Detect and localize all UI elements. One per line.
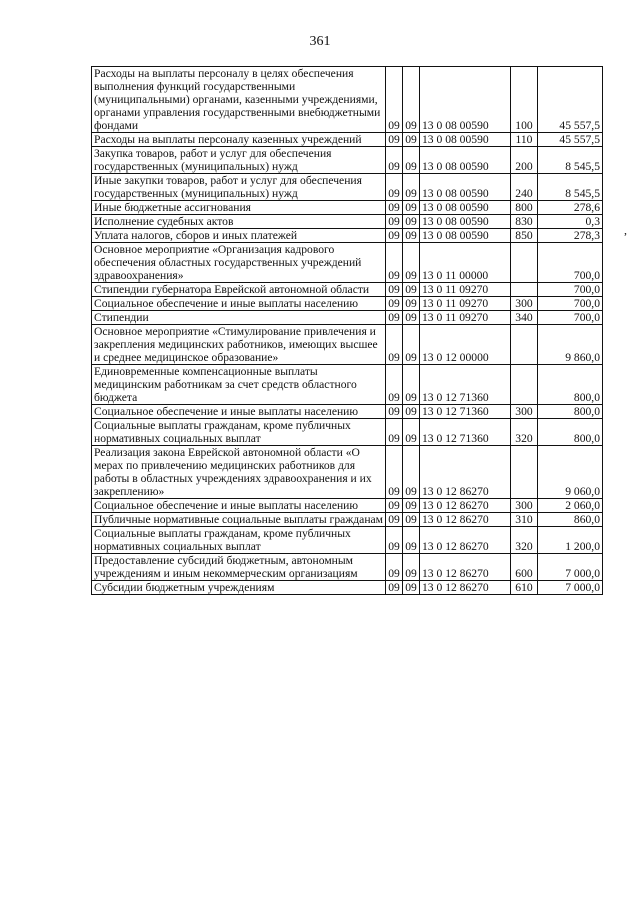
row-subsection-cell: 09 xyxy=(403,133,420,147)
row-expense-type-cell: 600 xyxy=(511,554,538,581)
row-amount-cell: 45 557,5 xyxy=(538,67,603,133)
row-expense-type-cell: 340 xyxy=(511,311,538,325)
table-row xyxy=(92,554,603,581)
table-row xyxy=(92,581,603,595)
row-amount-cell: 9 860,0 xyxy=(538,325,603,365)
row-target-article-cell: 13 0 08 00590 xyxy=(420,201,511,215)
row-subsection-cell: 09 xyxy=(403,311,420,325)
row-target-article-cell: 13 0 08 00590 xyxy=(420,215,511,229)
table-row xyxy=(92,419,603,446)
row-target-article-cell: 13 0 11 00000 xyxy=(420,243,511,283)
table-row xyxy=(92,243,603,283)
table-row xyxy=(92,147,603,174)
row-subsection-cell: 09 xyxy=(403,527,420,554)
row-amount-cell: 700,0 xyxy=(538,283,603,297)
row-section-cell: 09 xyxy=(386,581,403,595)
row-section-cell: 09 xyxy=(386,527,403,554)
row-section-cell: 09 xyxy=(386,174,403,201)
row-section-cell: 09 xyxy=(386,215,403,229)
row-target-article-cell: 13 0 08 00590 xyxy=(420,147,511,174)
row-name-cell: Субсидии бюджетным учреждениям xyxy=(92,581,386,595)
row-expense-type-cell: 320 xyxy=(511,527,538,554)
row-target-article-cell: 13 0 08 00590 xyxy=(420,67,511,133)
row-target-article-cell: 13 0 12 86270 xyxy=(420,513,511,527)
row-name-cell: Исполнение судебных актов xyxy=(92,215,386,229)
row-name-cell: Социальные выплаты гражданам, кроме публичных нормативных социальных выплат xyxy=(92,527,386,554)
row-name-cell: Иные бюджетные ассигнования xyxy=(92,201,386,215)
row-subsection-cell: 09 xyxy=(403,419,420,446)
row-section-cell: 09 xyxy=(386,133,403,147)
row-name-cell: Основное мероприятие «Организация кадрового обеспечения областных государственных учреждений здравоохранения» xyxy=(92,243,386,283)
row-target-article-cell: 13 0 12 86270 xyxy=(420,446,511,499)
row-subsection-cell: 09 xyxy=(403,201,420,215)
table-row xyxy=(92,405,603,419)
row-expense-type-cell xyxy=(511,243,538,283)
table-row xyxy=(92,229,603,243)
row-target-article-cell: 13 0 12 86270 xyxy=(420,499,511,513)
row-section-cell: 09 xyxy=(386,554,403,581)
row-amount-cell: 800,0 xyxy=(538,365,603,405)
row-expense-type-cell xyxy=(511,365,538,405)
row-name-cell: Расходы на выплаты персоналу в целях обеспечения выполнения функций государственными (муниципальными) органами, казенными учреждениями, органами управления государственными внебюджетными фондами xyxy=(92,67,386,133)
row-section-cell: 09 xyxy=(386,67,403,133)
row-amount-cell: 278,3 xyxy=(538,229,603,243)
budget-table-body xyxy=(92,67,603,595)
row-section-cell: 09 xyxy=(386,513,403,527)
row-subsection-cell: 09 xyxy=(403,297,420,311)
row-name-cell: Социальное обеспечение и иные выплаты населению xyxy=(92,405,386,419)
table-row xyxy=(92,133,603,147)
margin-mark: , xyxy=(624,223,627,237)
row-target-article-cell: 13 0 11 09270 xyxy=(420,297,511,311)
row-name-cell: Социальное обеспечение и иные выплаты населению xyxy=(92,499,386,513)
row-section-cell: 09 xyxy=(386,499,403,513)
row-expense-type-cell: 200 xyxy=(511,147,538,174)
row-amount-cell: 700,0 xyxy=(538,311,603,325)
row-subsection-cell: 09 xyxy=(403,243,420,283)
table-row xyxy=(92,513,603,527)
row-name-cell: Иные закупки товаров, работ и услуг для обеспечения государственных (муниципальных) нужд xyxy=(92,174,386,201)
budget-table xyxy=(91,66,603,595)
row-amount-cell: 800,0 xyxy=(538,405,603,419)
row-section-cell: 09 xyxy=(386,325,403,365)
row-section-cell: 09 xyxy=(386,243,403,283)
row-target-article-cell: 13 0 12 00000 xyxy=(420,325,511,365)
row-expense-type-cell: 310 xyxy=(511,513,538,527)
row-expense-type-cell: 100 xyxy=(511,67,538,133)
row-amount-cell: 9 060,0 xyxy=(538,446,603,499)
row-expense-type-cell xyxy=(511,325,538,365)
row-target-article-cell: 13 0 08 00590 xyxy=(420,133,511,147)
row-subsection-cell: 09 xyxy=(403,554,420,581)
row-expense-type-cell xyxy=(511,446,538,499)
row-amount-cell: 700,0 xyxy=(538,243,603,283)
row-target-article-cell: 13 0 12 71360 xyxy=(420,365,511,405)
row-target-article-cell: 13 0 11 09270 xyxy=(420,283,511,297)
row-target-article-cell: 13 0 12 86270 xyxy=(420,527,511,554)
row-amount-cell: 45 557,5 xyxy=(538,133,603,147)
row-target-article-cell: 13 0 12 71360 xyxy=(420,419,511,446)
row-name-cell: Расходы на выплаты персоналу казенных учреждений xyxy=(92,133,386,147)
row-subsection-cell: 09 xyxy=(403,147,420,174)
row-amount-cell: 7 000,0 xyxy=(538,554,603,581)
row-target-article-cell: 13 0 12 86270 xyxy=(420,581,511,595)
table-row xyxy=(92,297,603,311)
row-amount-cell: 800,0 xyxy=(538,419,603,446)
table-row xyxy=(92,325,603,365)
row-subsection-cell: 09 xyxy=(403,581,420,595)
table-row xyxy=(92,527,603,554)
row-amount-cell: 8 545,5 xyxy=(538,174,603,201)
row-amount-cell: 1 200,0 xyxy=(538,527,603,554)
row-target-article-cell: 13 0 12 71360 xyxy=(420,405,511,419)
row-expense-type-cell: 300 xyxy=(511,405,538,419)
row-section-cell: 09 xyxy=(386,405,403,419)
table-row xyxy=(92,283,603,297)
row-target-article-cell: 13 0 11 09270 xyxy=(420,311,511,325)
row-expense-type-cell: 610 xyxy=(511,581,538,595)
row-expense-type-cell: 240 xyxy=(511,174,538,201)
table-row xyxy=(92,67,603,133)
table-row xyxy=(92,446,603,499)
row-amount-cell: 860,0 xyxy=(538,513,603,527)
row-amount-cell: 278,6 xyxy=(538,201,603,215)
row-expense-type-cell: 800 xyxy=(511,201,538,215)
row-name-cell: Социальное обеспечение и иные выплаты населению xyxy=(92,297,386,311)
row-section-cell: 09 xyxy=(386,147,403,174)
row-name-cell: Социальные выплаты гражданам, кроме публичных нормативных социальных выплат xyxy=(92,419,386,446)
row-name-cell: Стипендии xyxy=(92,311,386,325)
table-row xyxy=(92,499,603,513)
row-section-cell: 09 xyxy=(386,311,403,325)
row-target-article-cell: 13 0 12 86270 xyxy=(420,554,511,581)
row-subsection-cell: 09 xyxy=(403,215,420,229)
row-expense-type-cell xyxy=(511,283,538,297)
table-row xyxy=(92,311,603,325)
row-subsection-cell: 09 xyxy=(403,67,420,133)
table-row xyxy=(92,174,603,201)
row-name-cell: Предоставление субсидий бюджетным, автономным учреждениям и иным некоммерческим организациям xyxy=(92,554,386,581)
row-name-cell: Единовременные компенсационные выплаты медицинским работникам за счет средств областного бюджета xyxy=(92,365,386,405)
row-amount-cell: 700,0 xyxy=(538,297,603,311)
row-subsection-cell: 09 xyxy=(403,229,420,243)
row-subsection-cell: 09 xyxy=(403,365,420,405)
row-subsection-cell: 09 xyxy=(403,174,420,201)
row-section-cell: 09 xyxy=(386,201,403,215)
row-subsection-cell: 09 xyxy=(403,499,420,513)
row-name-cell: Стипендии губернатора Еврейской автономной области xyxy=(92,283,386,297)
row-name-cell: Публичные нормативные социальные выплаты гражданам xyxy=(92,513,386,527)
table-row xyxy=(92,215,603,229)
row-subsection-cell: 09 xyxy=(403,283,420,297)
page-number: 361 xyxy=(309,34,331,49)
row-name-cell: Основное мероприятие «Стимулирование привлечения и закрепления медицинских работников, имеющих высшее и среднее медицинское образование» xyxy=(92,325,386,365)
row-section-cell: 09 xyxy=(386,446,403,499)
row-amount-cell: 2 060,0 xyxy=(538,499,603,513)
row-expense-type-cell: 320 xyxy=(511,419,538,446)
row-name-cell: Закупка товаров, работ и услуг для обеспечения государственных (муниципальных) нужд xyxy=(92,147,386,174)
row-subsection-cell: 09 xyxy=(403,405,420,419)
table-row xyxy=(92,365,603,405)
row-subsection-cell: 09 xyxy=(403,446,420,499)
row-expense-type-cell: 300 xyxy=(511,499,538,513)
row-target-article-cell: 13 0 08 00590 xyxy=(420,229,511,243)
table-row xyxy=(92,201,603,215)
row-subsection-cell: 09 xyxy=(403,513,420,527)
row-amount-cell: 0,3 xyxy=(538,215,603,229)
row-expense-type-cell: 830 xyxy=(511,215,538,229)
row-section-cell: 09 xyxy=(386,365,403,405)
row-amount-cell: 7 000,0 xyxy=(538,581,603,595)
row-name-cell: Уплата налогов, сборов и иных платежей xyxy=(92,229,386,243)
row-section-cell: 09 xyxy=(386,297,403,311)
row-expense-type-cell: 300 xyxy=(511,297,538,311)
row-target-article-cell: 13 0 08 00590 xyxy=(420,174,511,201)
row-name-cell: Реализация закона Еврейской автономной области «О мерах по привлечению медицинских работников для работы в областных учреждениях здравоохранения и их закреплению» xyxy=(92,446,386,499)
row-amount-cell: 8 545,5 xyxy=(538,147,603,174)
row-subsection-cell: 09 xyxy=(403,325,420,365)
row-expense-type-cell: 110 xyxy=(511,133,538,147)
row-section-cell: 09 xyxy=(386,419,403,446)
row-section-cell: 09 xyxy=(386,229,403,243)
row-expense-type-cell: 850 xyxy=(511,229,538,243)
row-section-cell: 09 xyxy=(386,283,403,297)
